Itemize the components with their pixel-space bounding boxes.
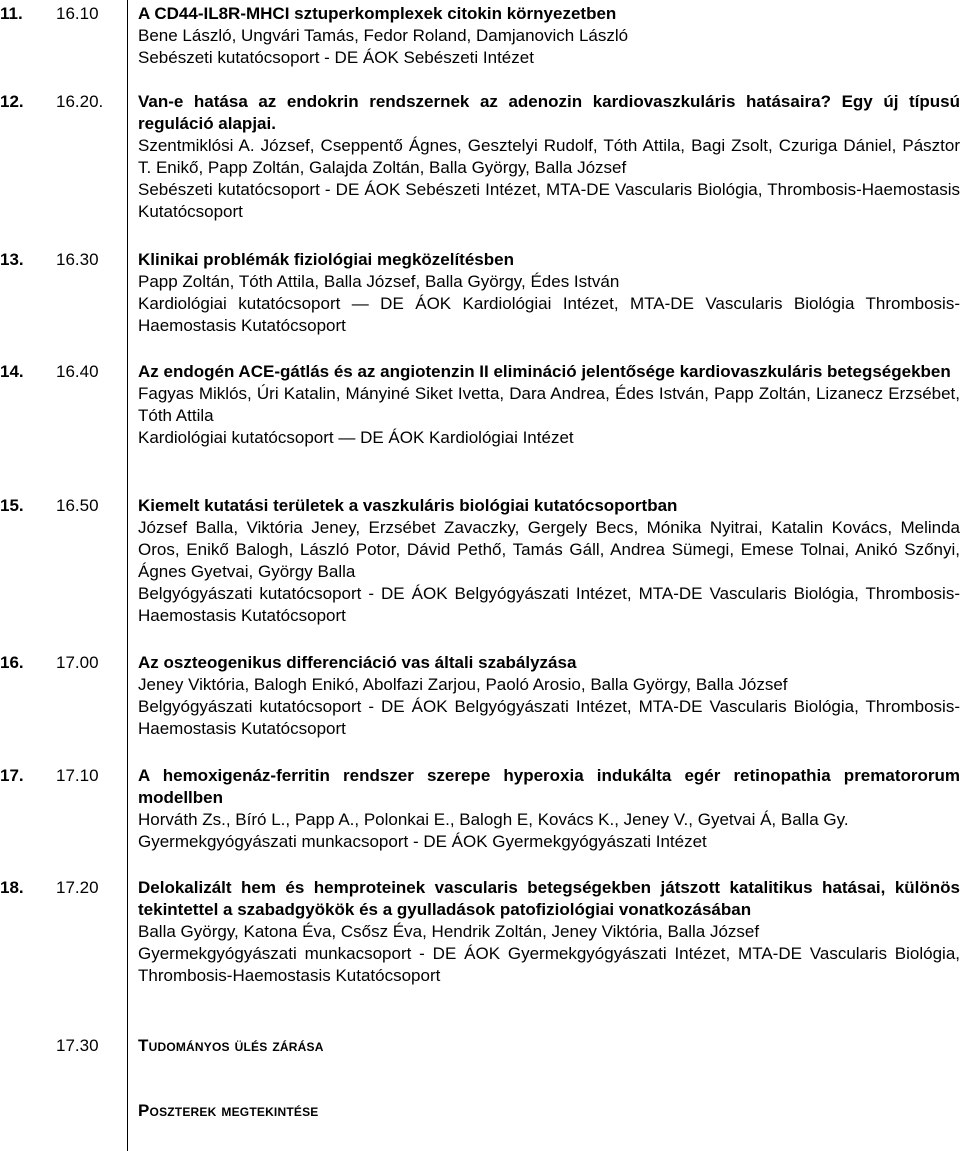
entry-time: 16.50 <box>56 496 99 515</box>
posters-label: Poszterek megtekintése <box>138 1101 319 1120</box>
entry-institution: Belgyógyászati kutatócsoport - DE ÁOK Belgyógyászati Intézet, MTA-DE Vascularis Biológia, Thrombosis-Haemostasis Kutatócsoport <box>138 584 960 625</box>
entry-authors: Papp Zoltán, Tóth Attila, Balla József, Balla György, Édes István <box>138 272 620 291</box>
posters-content <box>138 1100 960 1122</box>
entry-authors: Bene László, Ungvári Tamás, Fedor Roland, Damjanovich László <box>138 26 629 45</box>
entry-title: Van-e hatása az endokrin rendszernek az adenozin kardiovaszkuláris hatásaira? Egy új típusú reguláció alapjai. <box>138 92 960 133</box>
entry-number: 17. <box>0 766 24 785</box>
entry-title: Kiemelt kutatási területek a vaszkuláris biológiai kutatócsoportban <box>138 496 678 515</box>
entry-title: A CD44-IL8R-MHCI sztuperkomplexek citokin környezetben <box>138 4 617 23</box>
entry-institution: Belgyógyászati kutatócsoport - DE ÁOK Belgyógyászati Intézet, MTA-DE Vascularis Biológia, Thrombosis-Haemostasis Kutatócsoport <box>138 697 960 738</box>
entry-content <box>138 361 960 449</box>
entry-time: 17.00 <box>56 653 99 672</box>
entry-content <box>138 877 960 987</box>
entry-authors: Balla György, Katona Éva, Csősz Éva, Hendrik Zoltán, Jeney Viktória, Balla József <box>138 922 760 941</box>
entry-content <box>138 249 960 337</box>
entry-time: 17.20 <box>56 878 99 897</box>
entry-number: 14. <box>0 362 24 381</box>
entry-institution: Sebészeti kutatócsoport - DE ÁOK Sebészeti Intézet <box>138 48 534 67</box>
entry-time: 16.20. <box>56 92 104 111</box>
entry-title: A hemoxigenáz-ferritin rendszer szerepe hyperoxia indukálta egér retinopathia prematororum modellben <box>138 766 960 807</box>
closing-content <box>138 1035 960 1057</box>
entry-time: 16.10 <box>56 4 99 23</box>
entry-institution: Gyermekgyógyászati munkacsoport - DE ÁOK Gyermekgyógyászati Intézet, MTA-DE Vascularis Biológia, Thrombosis-Haemostasis Kutatócsoport <box>138 944 960 985</box>
entry-time: 17.10 <box>56 766 99 785</box>
entry-content <box>138 91 960 223</box>
entry-institution: Sebészeti kutatócsoport - DE ÁOK Sebészeti Intézet, MTA-DE Vascularis Biológia, Thrombosis-Haemostasis Kutatócsoport <box>138 180 960 221</box>
entry-number: 15. <box>0 496 24 515</box>
entry-number: 11. <box>0 4 23 23</box>
entry-number: 18. <box>0 878 24 897</box>
closing-label: Tudományos ülés zárása <box>138 1036 324 1055</box>
closing-time: 17.30 <box>56 1036 99 1055</box>
entry-time: 16.30 <box>56 250 99 269</box>
entry-content <box>138 3 960 69</box>
entry-title: Delokalizált hem és hemproteinek vascularis betegségekben játszott katalitikus hatásai, különös tekintettel a szabadgyökök és a gyulladások patofiziológiai vonatkozásában <box>138 878 960 919</box>
entry-institution: Gyermekgyógyászati munkacsoport - DE ÁOK Gyermekgyógyászati Intézet <box>138 832 707 851</box>
entry-number: 12. <box>0 92 24 111</box>
entry-content <box>138 652 960 740</box>
entry-institution: Kardiológiai kutatócsoport — DE ÁOK Kardiológiai Intézet, MTA-DE Vascularis Biológia Thrombosis-Haemostasis Kutatócsoport <box>138 294 960 335</box>
entry-authors: Jeney Viktória, Balogh Enikó, Abolfazi Zarjou, Paoló Arosio, Balla György, Balla József <box>138 675 788 694</box>
entry-authors: Szentmiklósi A. József, Cseppentő Ágnes, Gesztelyi Rudolf, Tóth Attila, Bagi Zsolt, Czuriga Dániel, Pásztor T. Enikő, Papp Zoltán, Galajda Zoltán, Balla György, Balla József <box>138 136 960 177</box>
column-divider <box>127 0 128 1151</box>
entry-title: Klinikai problémák fiziológiai megközelítésben <box>138 250 514 269</box>
entry-authors: Fagyas Miklós, Úri Katalin, Mányiné Siket Ivetta, Dara Andrea, Édes István, Papp Zoltán, Lizanecz Erzsébet, Tóth Attila <box>138 384 960 425</box>
entry-time: 16.40 <box>56 362 99 381</box>
entry-content <box>138 495 960 627</box>
entry-number: 16. <box>0 653 24 672</box>
entry-number: 13. <box>0 250 24 269</box>
entry-content <box>138 765 960 853</box>
entry-authors: Horváth Zs., Bíró L., Papp A., Polonkai E., Balogh E, Kovács K., Jeney V., Gyetvai Á, Balla Gy. <box>138 810 849 829</box>
entry-institution: Kardiológiai kutatócsoport — DE ÁOK Kardiológiai Intézet <box>138 428 574 447</box>
entry-authors: József Balla, Viktória Jeney, Erzsébet Zavaczky, Gergely Becs, Mónika Nyitrai, Katalin Kovács, Melinda Oros, Enikő Balogh, László Potor, Dávid Pethő, Tamás Gáll, Andrea Sümegi, Emese Tolnai, Anikó Szőnyi, Ágnes Gyetvai, György Balla <box>138 518 960 581</box>
entry-title: Az oszteogenikus differenciáció vas általi szabályzása <box>138 653 577 672</box>
entry-title: Az endogén ACE-gátlás és az angiotenzin II elimináció jelentősége kardiovaszkuláris betegségekben <box>138 362 951 381</box>
